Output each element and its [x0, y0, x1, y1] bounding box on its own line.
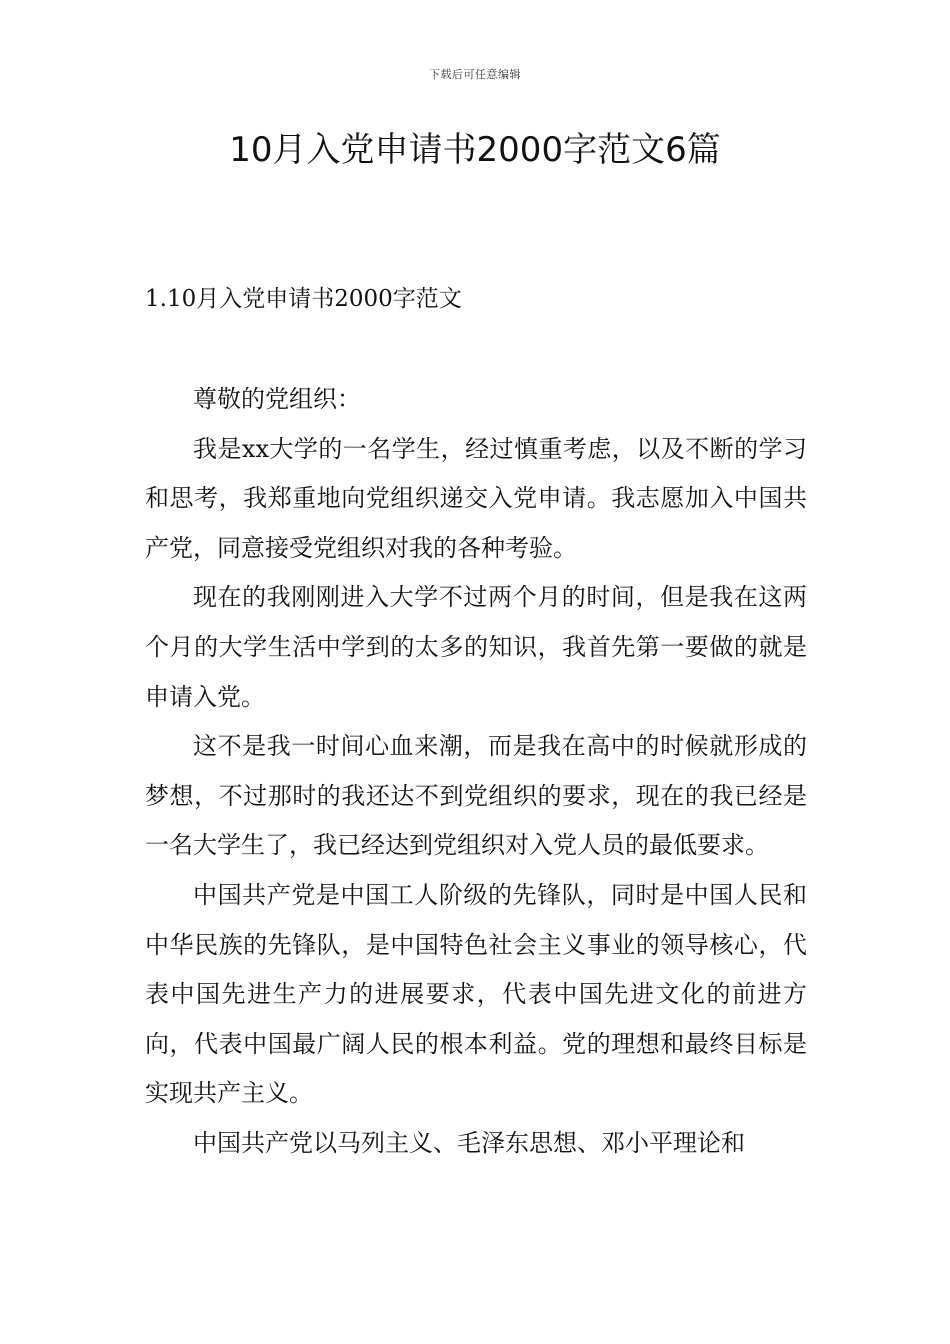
- section-heading: 1.10月入党申请书2000字范文: [145, 286, 462, 312]
- document-body: [145, 375, 807, 1169]
- document-title: 10月入党申请书2000字范文6篇: [229, 130, 721, 170]
- salutation: 尊敬的党组织：: [193, 385, 361, 413]
- paragraph: 我是xx大学的一名学生，经过慎重考虑，以及不断的学习和思考，我郑重地向党组织递交入党申请。我志愿加入中国共产党，同意接受党组织对我的各种考验。: [145, 434, 807, 562]
- paragraph: 中国共产党以马列主义、毛泽东思想、邓小平理论和: [193, 1128, 745, 1157]
- header-note: 下载后可任意编辑: [429, 68, 521, 81]
- paragraph: 现在的我刚刚进入大学不过两个月的时间，但是我在这两个月的大学生活中学到的太多的知识，我首先第一要做的就是申请入党。: [145, 583, 807, 711]
- paragraph: 中国共产党是中国工人阶级的先锋队，同时是中国人民和中华民族的先锋队，是中国特色社会主义事业的领导核心，代表中国先进生产力的进展要求，代表中国先进文化的前进方向，代表中国最广阔人民的根本利益。党的理想和最终目标是实现共产主义。: [145, 880, 807, 1108]
- paragraph: 这不是我一时间心血来潮，而是我在高中的时候就形成的梦想，不过那时的我还达不到党组织的要求，现在的我已经是一名大学生了，我已经达到党组织对入党人员的最低要求。: [145, 732, 807, 860]
